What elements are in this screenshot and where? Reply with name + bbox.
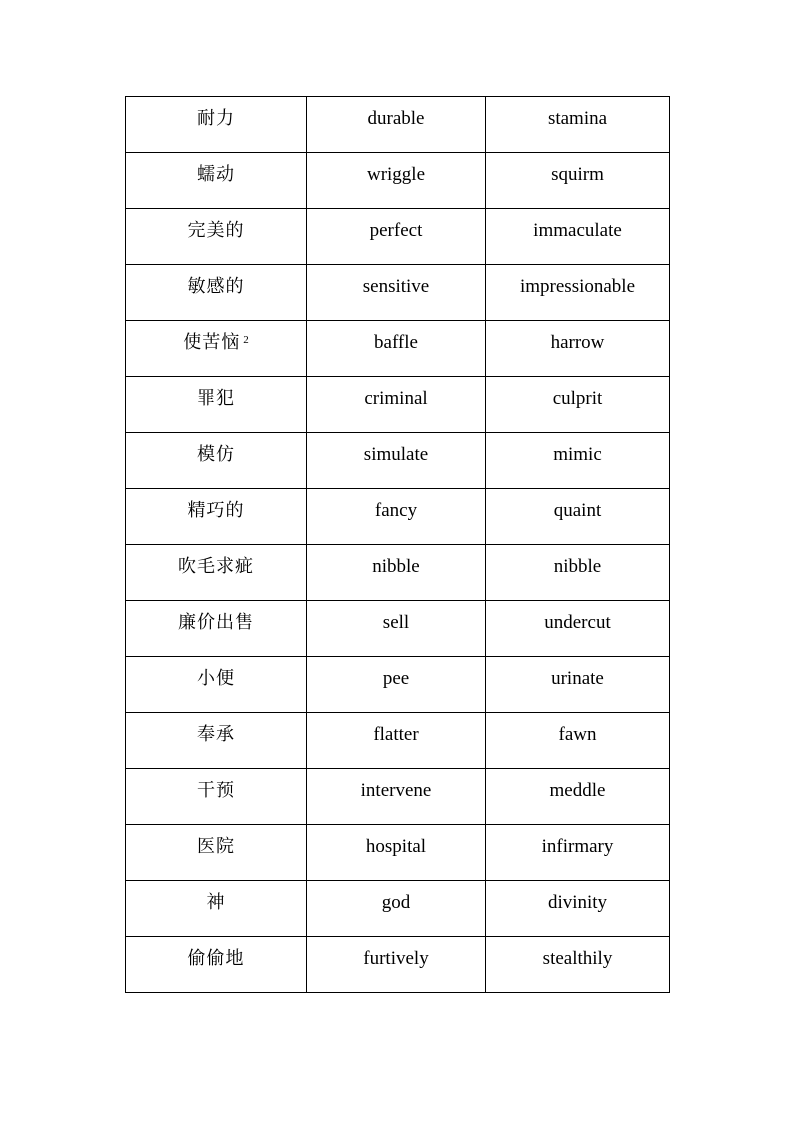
common-word: pee bbox=[382, 668, 410, 689]
advanced-word: meddle bbox=[549, 780, 606, 801]
chinese-cell bbox=[126, 433, 307, 489]
advanced-word-cell bbox=[486, 545, 670, 601]
chinese-term: 神 bbox=[206, 892, 226, 913]
common-word: god bbox=[381, 892, 411, 913]
common-word-cell bbox=[307, 825, 486, 881]
common-word-cell bbox=[307, 545, 486, 601]
common-word: sensitive bbox=[362, 276, 430, 297]
chinese-cell bbox=[126, 937, 307, 993]
common-word-cell bbox=[307, 265, 486, 321]
common-word: nibble bbox=[372, 556, 420, 577]
advanced-word-cell bbox=[486, 377, 670, 433]
table-row bbox=[126, 433, 670, 489]
common-word: perfect bbox=[369, 220, 423, 241]
table-row bbox=[126, 209, 670, 265]
chinese-term: 完美的 bbox=[187, 220, 245, 241]
common-word-cell bbox=[307, 153, 486, 209]
advanced-word-cell bbox=[486, 489, 670, 545]
table-row bbox=[126, 769, 670, 825]
chinese-term: 小便 bbox=[197, 668, 235, 689]
table-row bbox=[126, 489, 670, 545]
advanced-word-cell bbox=[486, 601, 670, 657]
common-word-cell bbox=[307, 601, 486, 657]
chinese-term: 耐力 bbox=[197, 108, 235, 129]
common-word-cell bbox=[307, 713, 486, 769]
chinese-term: 奉承 bbox=[197, 724, 235, 745]
chinese-term: 廉价出售 bbox=[178, 612, 254, 633]
chinese-cell bbox=[126, 209, 307, 265]
table-row bbox=[126, 881, 670, 937]
advanced-word-cell bbox=[486, 769, 670, 825]
chinese-cell bbox=[126, 377, 307, 433]
chinese-term: 使苦恼 bbox=[183, 332, 241, 353]
common-word: criminal bbox=[364, 388, 428, 409]
common-word-cell bbox=[307, 209, 486, 265]
advanced-word: urinate bbox=[551, 668, 604, 689]
table-row bbox=[126, 713, 670, 769]
chinese-term: 干预 bbox=[197, 780, 235, 801]
common-word: flatter bbox=[373, 724, 419, 745]
advanced-word-cell bbox=[486, 97, 670, 153]
advanced-word: divinity bbox=[547, 892, 608, 913]
advanced-word-cell bbox=[486, 713, 670, 769]
chinese-term: 吹毛求疵 bbox=[178, 556, 254, 577]
advanced-word-cell bbox=[486, 265, 670, 321]
advanced-word-cell bbox=[486, 657, 670, 713]
common-word-cell bbox=[307, 433, 486, 489]
advanced-word-cell bbox=[486, 937, 670, 993]
common-word-cell bbox=[307, 321, 486, 377]
advanced-word: fawn bbox=[558, 724, 597, 745]
table-row bbox=[126, 545, 670, 601]
chinese-cell bbox=[126, 265, 307, 321]
chinese-term: 蠕动 bbox=[197, 164, 235, 185]
common-word: simulate bbox=[363, 444, 429, 465]
common-word-cell bbox=[307, 881, 486, 937]
chinese-term: 敏感的 bbox=[187, 276, 245, 297]
vocabulary-table bbox=[125, 96, 670, 993]
chinese-cell bbox=[126, 489, 307, 545]
vocabulary-table-body bbox=[126, 97, 670, 993]
table-row bbox=[126, 825, 670, 881]
table-row bbox=[126, 321, 670, 377]
advanced-word-cell bbox=[486, 881, 670, 937]
chinese-term: 精巧的 bbox=[187, 500, 245, 521]
advanced-word: squirm bbox=[551, 164, 604, 185]
advanced-word-cell bbox=[486, 321, 670, 377]
advanced-word-cell bbox=[486, 153, 670, 209]
advanced-word: harrow bbox=[550, 332, 605, 353]
common-word: furtively bbox=[363, 948, 429, 969]
chinese-cell bbox=[126, 881, 307, 937]
chinese-cell bbox=[126, 713, 307, 769]
common-word: wriggle bbox=[366, 164, 426, 185]
table-row bbox=[126, 937, 670, 993]
advanced-word-cell bbox=[486, 825, 670, 881]
table-row bbox=[126, 601, 670, 657]
footnote-marker: 2 bbox=[243, 334, 249, 346]
common-word: baffle bbox=[374, 332, 418, 353]
common-word-cell bbox=[307, 937, 486, 993]
common-word-cell bbox=[307, 657, 486, 713]
advanced-word: undercut bbox=[544, 612, 611, 633]
advanced-word-cell bbox=[486, 433, 670, 489]
common-word-cell bbox=[307, 97, 486, 153]
advanced-word: impressionable bbox=[519, 276, 636, 297]
advanced-word: nibble bbox=[553, 556, 602, 577]
chinese-cell bbox=[126, 545, 307, 601]
common-word-cell bbox=[307, 489, 486, 545]
common-word: fancy bbox=[374, 500, 418, 521]
table-row bbox=[126, 97, 670, 153]
advanced-word: culprit bbox=[552, 388, 603, 409]
table-row bbox=[126, 265, 670, 321]
chinese-cell bbox=[126, 769, 307, 825]
chinese-cell bbox=[126, 321, 307, 377]
chinese-term: 模仿 bbox=[197, 444, 235, 465]
chinese-cell bbox=[126, 601, 307, 657]
common-word-cell bbox=[307, 769, 486, 825]
advanced-word: stealthily bbox=[542, 948, 613, 969]
advanced-word: mimic bbox=[553, 444, 602, 465]
chinese-cell bbox=[126, 657, 307, 713]
chinese-cell bbox=[126, 97, 307, 153]
table-row bbox=[126, 153, 670, 209]
advanced-word: infirmary bbox=[541, 836, 614, 857]
common-word: intervene bbox=[360, 780, 432, 801]
table-row bbox=[126, 377, 670, 433]
chinese-cell bbox=[126, 825, 307, 881]
advanced-word: stamina bbox=[547, 108, 608, 129]
chinese-cell bbox=[126, 153, 307, 209]
common-word-cell bbox=[307, 377, 486, 433]
table-row bbox=[126, 657, 670, 713]
chinese-term: 罪犯 bbox=[197, 388, 235, 409]
advanced-word-cell bbox=[486, 209, 670, 265]
common-word: hospital bbox=[365, 836, 427, 857]
chinese-term: 偷偷地 bbox=[187, 948, 245, 969]
advanced-word: quaint bbox=[553, 500, 602, 521]
common-word: durable bbox=[367, 108, 425, 129]
common-word: sell bbox=[382, 612, 410, 633]
chinese-term: 医院 bbox=[197, 836, 235, 857]
advanced-word: immaculate bbox=[533, 220, 622, 241]
